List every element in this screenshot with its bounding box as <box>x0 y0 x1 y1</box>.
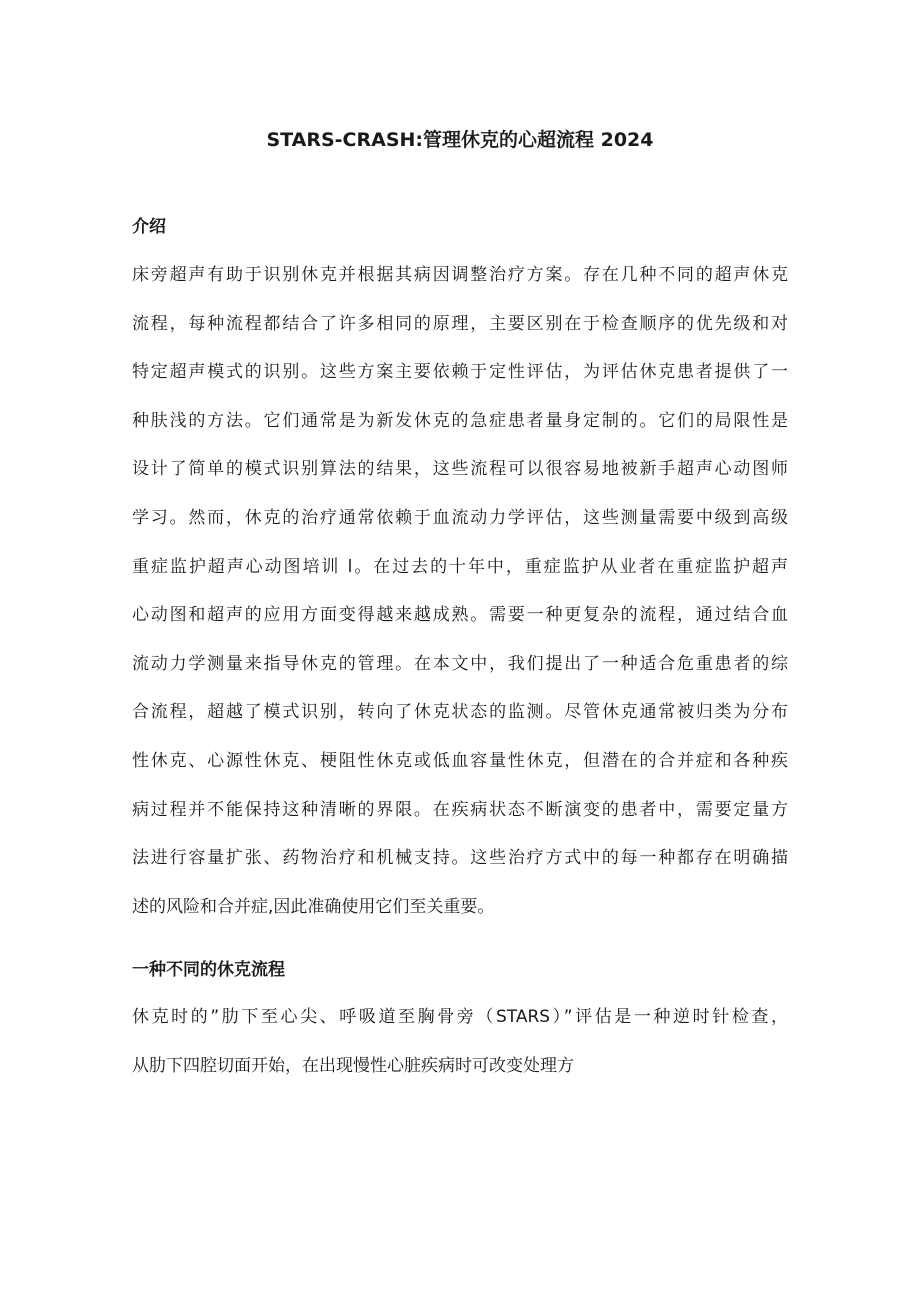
introduction-paragraph <box>132 262 788 942</box>
document-title: STARS-CRASH:管理休克的心超流程 2024 <box>266 129 654 151</box>
paragraph-line: 学习。然而，休克的治疗通常依赖于血流动力学评估，这些测量需要中级到高级 <box>132 507 788 528</box>
paragraph-line: 特定超声模式的识别。这些方案主要依赖于定性评估，为评估休克患者提供了一 <box>132 362 788 383</box>
paragraph-line: 流程，每种流程都结合了许多相同的原理，主要区别在于检查顺序的优先级和对 <box>132 313 788 334</box>
paragraph-line: 休克时的”肋下至心尖、呼吸道至胸骨旁（STARS）”评估是一种逆时针检查， <box>132 1007 788 1027</box>
paragraph-line: 种肤浅的方法。它们通常是为新发休克的急症患者量身定制的。它们的局限性是 <box>132 410 788 431</box>
section-heading-introduction: 介绍 <box>132 217 166 237</box>
paragraph-line: 流动力学测量来指导休克的管理。在本文中，我们提出了一种适合危重患者的综 <box>132 653 788 674</box>
paragraph-line: 性休克、心源性休克、梗阻性休克或低血容量性休克，但潜在的合并症和各种疾 <box>132 750 788 771</box>
paragraph-line: 设计了简单的模式识别算法的结果，这些流程可以很容易地被新手超声心动图师 <box>132 459 788 480</box>
paragraph-line: 床旁超声有助于识别休克并根据其病因调整治疗方案。存在几种不同的超声休克 <box>132 265 788 285</box>
paragraph-line: 合流程，超越了模式识别，转向了休克状态的监测。尽管休克通常被归类为分布 <box>132 702 788 723</box>
paragraph-line: 重症监护超声心动图培训 l。在过去的十年中，重症监护从业者在重症监护超声 <box>132 556 788 577</box>
paragraph-line: 病过程并不能保持这种清晰的界限。在疾病状态不断演变的患者中，需要定量方 <box>132 799 788 820</box>
paragraph-line: 述的风险和合并症,因此准确使用它们至关重要。 <box>132 896 495 917</box>
section-heading-different-shock-protocol: 一种不同的休克流程 <box>132 960 285 980</box>
paragraph-line: 心动图和超声的应用方面变得越来越成熟。需要一种更复杂的流程，通过结合血 <box>132 605 788 626</box>
shock-protocol-paragraph <box>132 1004 788 1101</box>
paragraph-line: 从肋下四腔切面开始，在出现慢性心脏疾病时可改变处理方 <box>132 1055 574 1076</box>
paragraph-line: 法进行容量扩张、药物治疗和机械支持。这些治疗方式中的每一种都存在明确描 <box>132 848 788 869</box>
